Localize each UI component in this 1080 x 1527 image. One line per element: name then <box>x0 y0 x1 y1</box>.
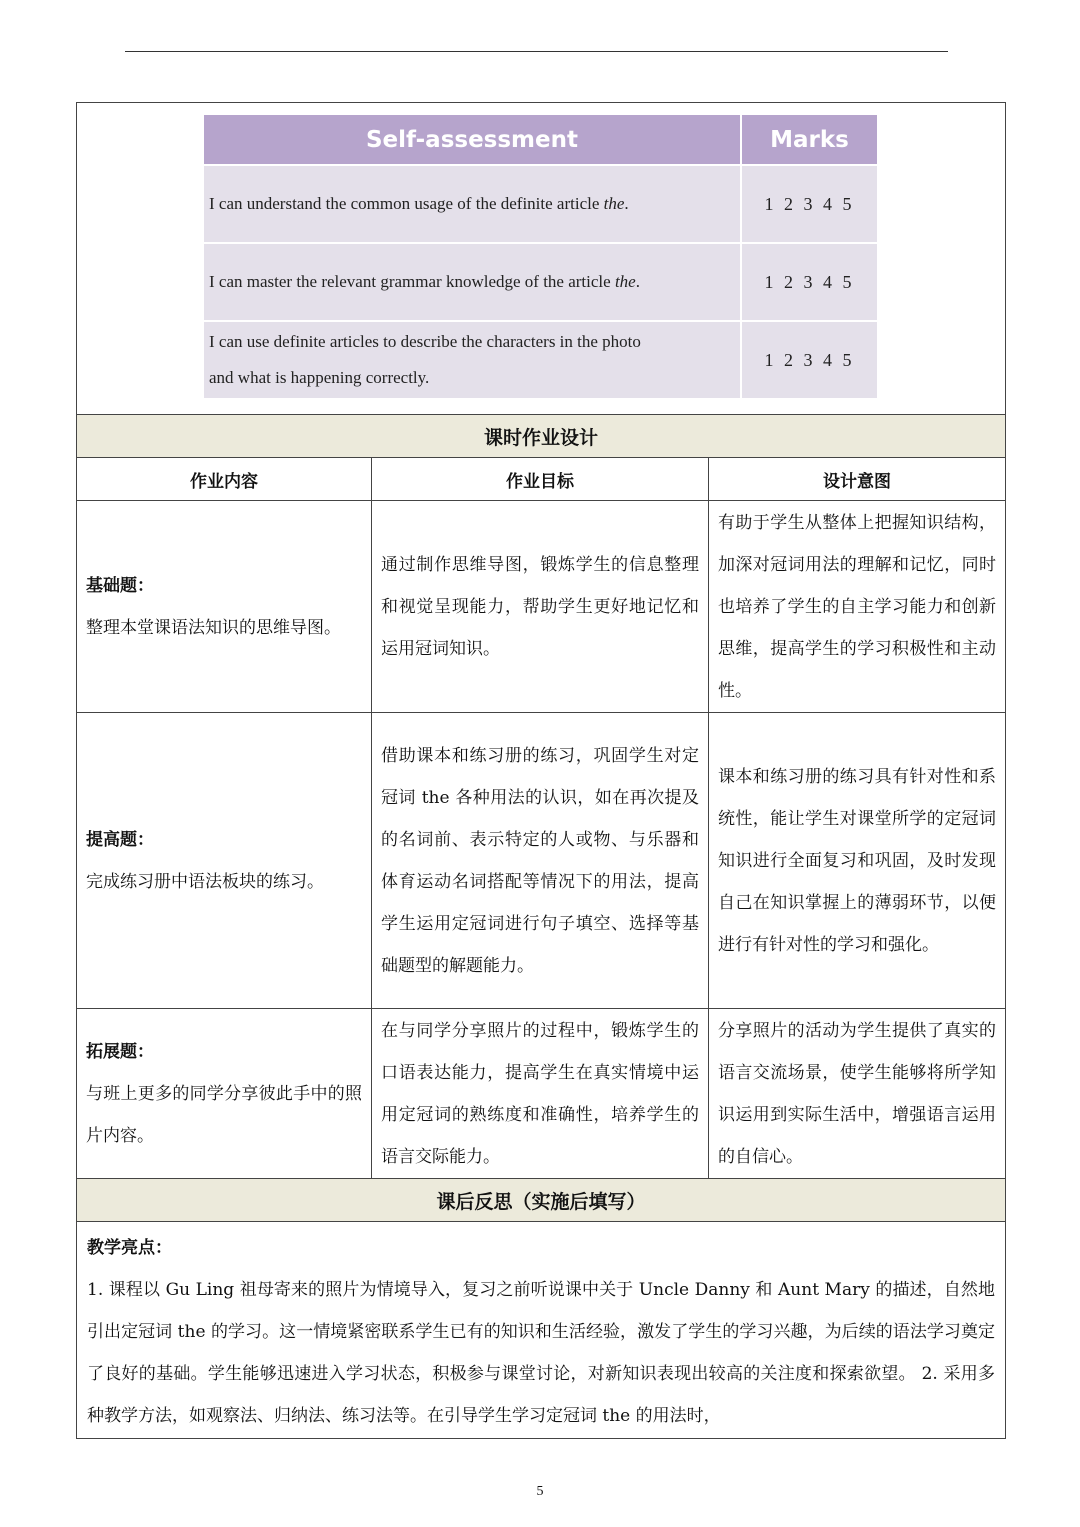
task-goal: 在与同学分享照片的过程中，锻炼学生的口语表达能力，提高学生在真实情境中运用定冠词的熟练度和准确性，培养学生的语言交际能力。 <box>372 1009 709 1179</box>
reflection-body <box>77 1222 1006 1439</box>
task-title: 拓展题： <box>86 1041 154 1062</box>
self-assessment-row <box>204 243 877 321</box>
self-assessment-row <box>204 165 877 243</box>
assessment-marks: 1 2 3 4 5 <box>741 165 877 243</box>
task-description: 整理本堂课语法知识的思维导图。 <box>86 617 341 638</box>
task-content <box>77 501 372 713</box>
task-goal: 通过制作思维导图，锻炼学生的信息整理和视觉呈现能力，帮助学生更好地记忆和运用冠词知识。 <box>372 501 709 713</box>
assessment-marks: 1 2 3 4 5 <box>741 243 877 321</box>
homework-section-title: 课时作业设计 <box>77 415 1006 458</box>
highlight-label: 教学亮点： <box>87 1238 172 1258</box>
highlight-text: 1. 课程以 Gu Ling 祖母寄来的照片为情境导入，复习之前听说课中关于 Uncle Danny 和 Aunt Mary 的描述，自然地引出定冠词 the 的学习。这一情境紧密联系学生已有的知识和生活经验，激发了学生的学习兴趣，为后续的语法学习奠定了良好的基础。学生能够迅速进入学习状态，积极参与课堂讨论，对新知识表现出较高的关注度和探索欲望。 2. 采用多种教学方法，如观察法、归纳法、练习法等。在引导学生学习定冠词 the 的用法时， <box>87 1280 996 1426</box>
homework-row-basic <box>77 501 1006 713</box>
assessment-statement: I can master the relevant grammar knowledge of the article the. <box>204 243 741 321</box>
task-intent: 课本和练习册的练习具有针对性和系统性，能让学生对课堂所学的定冠词知识进行全面复习和巩固，及时发现自己在知识掌握上的薄弱环节，以便进行有针对性的学习和强化。 <box>709 713 1006 1009</box>
marks-header: Marks <box>741 115 877 165</box>
task-content <box>77 713 372 1009</box>
lesson-plan-table <box>76 102 1006 1439</box>
homework-row-extension <box>77 1009 1006 1179</box>
task-intent: 有助于学生从整体上把握知识结构，加深对冠词用法的理解和记忆，同时也培养了学生的自主学习能力和创新思维，提高学生的学习积极性和主动性。 <box>709 501 1006 713</box>
task-title: 基础题： <box>86 575 154 596</box>
self-assessment-header-row <box>204 115 877 165</box>
page-number: 5 <box>536 1484 544 1499</box>
task-description: 完成练习册中语法板块的练习。 <box>86 871 324 892</box>
column-header-content: 作业内容 <box>77 458 372 501</box>
assessment-statement: I can understand the common usage of the definite article the. <box>204 165 741 243</box>
task-intent: 分享照片的活动为学生提供了真实的语言交流场景，使学生能够将所学知识运用到实际生活中，增强语言运用的自信心。 <box>709 1009 1006 1179</box>
self-assessment-header: Self-assessment <box>204 115 741 165</box>
assessment-marks: 1 2 3 4 5 <box>741 321 877 398</box>
task-content <box>77 1009 372 1179</box>
self-assessment-row <box>204 321 877 398</box>
self-assessment-table <box>204 115 877 398</box>
reflection-section-title: 课后反思（实施后填写） <box>77 1179 1006 1222</box>
task-description: 与班上更多的同学分享彼此手中的照片内容。 <box>86 1083 362 1146</box>
column-header-goal: 作业目标 <box>372 458 709 501</box>
task-goal: 借助课本和练习册的练习，巩固学生对定冠词 the 各种用法的认识，如在再次提及的名词前、表示特定的人或物、与乐器和体育运动名词搭配等情况下的用法，提高学生运用定冠词进行句子填空、选择等基础题型的解题能力。 <box>372 713 709 1009</box>
homework-row-advanced <box>77 713 1006 1009</box>
header-rule <box>125 51 948 52</box>
task-title: 提高题： <box>86 829 154 850</box>
assessment-statement: I can use definite articles to describe the characters in the photo and what is happening correctly. <box>204 321 741 398</box>
self-assessment-cell <box>77 103 1006 415</box>
column-header-intent: 设计意图 <box>709 458 1006 501</box>
